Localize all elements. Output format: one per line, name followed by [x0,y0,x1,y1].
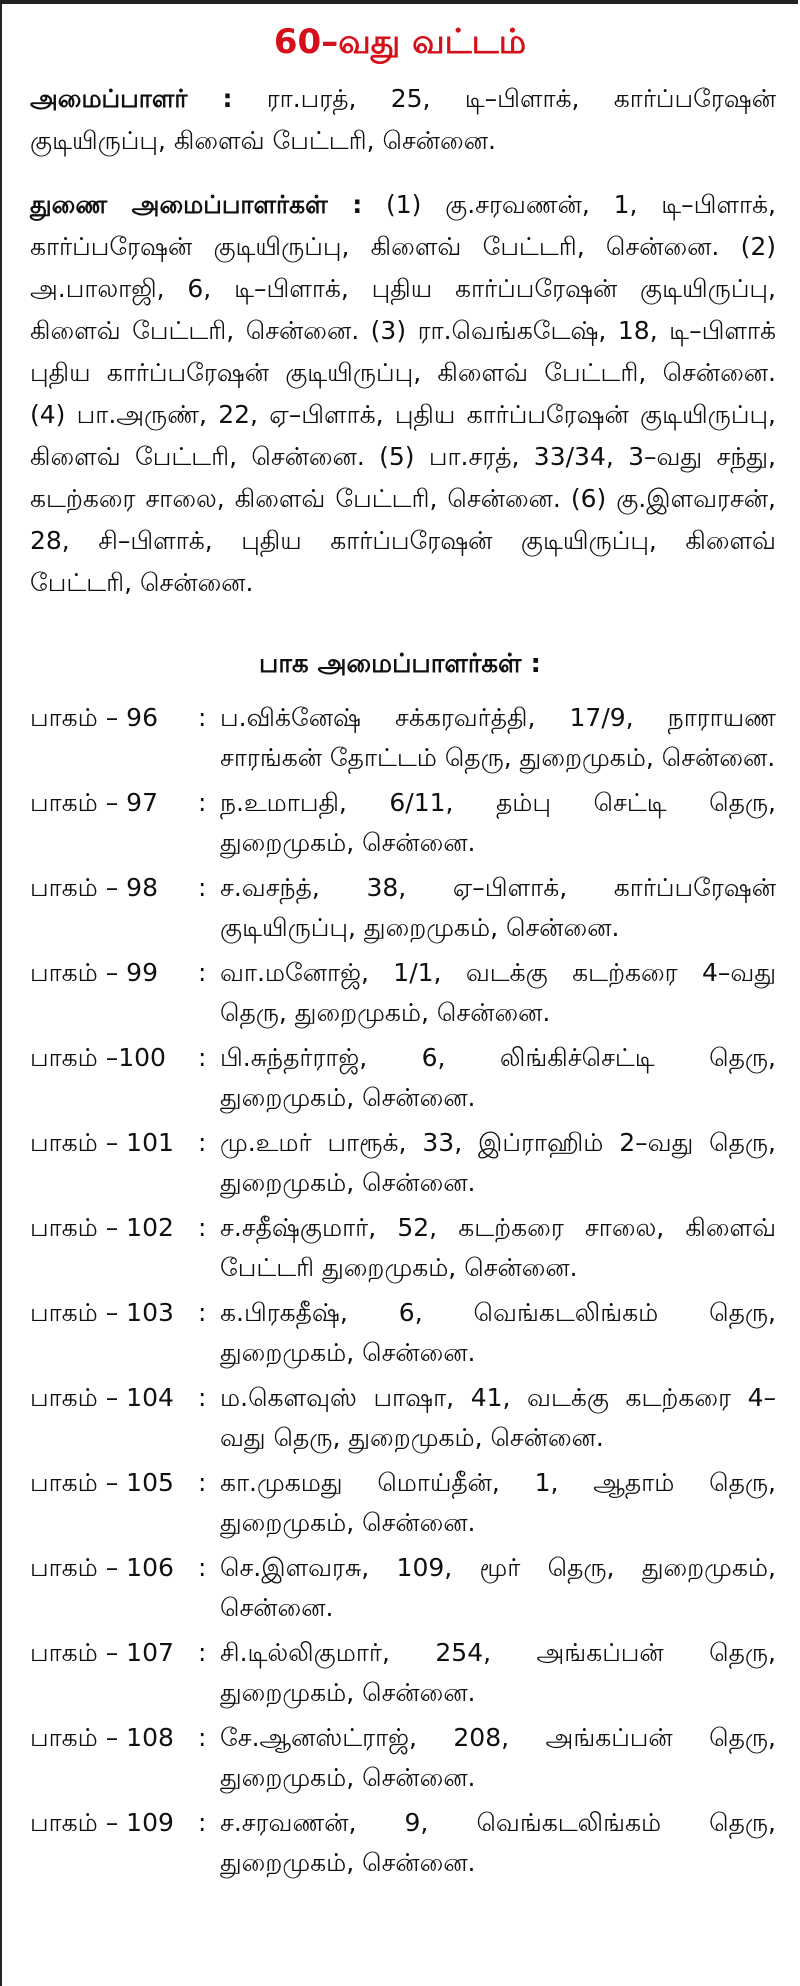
part-number: பாகம் – 104 [30,1383,174,1412]
list-item [30,868,776,948]
part-number: பாகம் – 103 [30,1298,174,1327]
part-organizer-details: வா.மனோஜ், 1/1, வடக்கு கடற்கரை 4–வது தெரு, துறைமுகம், சென்னை. [220,958,776,1027]
part-number: பாகம் – 98 [30,873,158,902]
organizer-label: அமைப்பாளர் : [30,84,233,113]
list-item [30,783,776,863]
colon-separator: : [198,1468,207,1497]
part-organizer-details: சி.டில்லிகுமார், 254, அங்கப்பன் தெரு, துறைமுகம், சென்னை. [220,1638,776,1707]
list-item [30,1548,776,1628]
list-item [30,1633,776,1713]
colon-separator: : [198,1383,207,1412]
deputy-organizers-text: (1) கு.சரவணன், 1, டி–பிளாக், கார்ப்பரேஷன் குடியிருப்பு, கிளைவ் பேட்டரி, சென்னை. (2) அ.பாலாஜி, 6, டி–பிளாக், புதிய கார்ப்பரேஷன் குடியிருப்பு, கிளைவ் பேட்டரி, சென்னை. (3) ரா.வெங்கடேஷ், 18, டி–பிளாக் புதிய கார்ப்பரேஷன் குடியிருப்பு, கிளைவ் பேட்டரி, சென்னை. (4) பா.அருண், 22, ஏ–பிளாக், புதிய கார்ப்பரேஷன் குடியிருப்பு, கிளைவ் பேட்டரி, சென்னை. (5) பா.சரத், 33/34, 3–வது சந்து, கடற்கரை சாலை, கிளைவ் பேட்டரி, சென்னை. (6) கு.இளவரசன், 28, சி–பிளாக், புதிய கார்ப்பரேஷன் குடியிருப்பு, கிளைவ் பேட்டரி, சென்னை. [30,190,776,597]
colon-separator: : [198,1638,207,1667]
colon-separator: : [198,1298,207,1327]
part-organizer-details: ச.வசந்த், 38, ஏ–பிளாக், கார்ப்பரேஷன் குடியிருப்பு, துறைமுகம், சென்னை. [220,873,776,942]
colon-separator: : [198,1213,207,1242]
organizer-text: ரா.பரத், 25, டி–பிளாக், கார்ப்பரேஷன் குடியிருப்பு, கிளைவ் பேட்டரி, சென்னை. [30,84,776,155]
part-number: பாகம் – 102 [30,1213,174,1242]
part-number: பாகம் – 101 [30,1128,174,1157]
list-item [30,698,776,778]
colon-separator: : [198,1553,207,1582]
part-number: பாகம் – 97 [30,788,158,817]
part-number: பாகம் – 96 [30,703,158,732]
part-organizer-details: க.பிரகதீஷ், 6, வெங்கடலிங்கம் தெரு, துறைமுகம், சென்னை. [220,1298,776,1367]
colon-separator: : [198,1128,207,1157]
list-item [30,1038,776,1118]
list-item [30,1378,776,1458]
part-number: பாகம் – 108 [30,1723,174,1752]
colon-separator: : [198,1808,207,1837]
colon-separator: : [198,703,207,732]
part-number: பாகம் – 107 [30,1638,174,1667]
part-number: பாகம் –100 [30,1043,166,1072]
colon-separator: : [198,1723,207,1752]
part-organizer-details: ச.சரவணன், 9, வெங்கடலிங்கம் தெரு, துறைமுகம், சென்னை. [220,1808,776,1877]
list-item [30,1803,776,1883]
list-item [30,1463,776,1543]
part-organizer-details: ம.கௌவுஸ் பாஷா, 41, வடக்கு கடற்கரை 4–வது தெரு, துறைமுகம், சென்னை. [220,1383,776,1452]
part-number: பாகம் – 105 [30,1468,174,1497]
part-organizer-details: மு.உமர் பாரூக், 33, இப்ராஹிம் 2–வது தெரு, துறைமுகம், சென்னை. [220,1128,776,1197]
colon-separator: : [198,873,207,902]
part-organizers-list [30,698,776,1883]
list-item [30,1718,776,1798]
part-organizer-details: ந.உமாபதி, 6/11, தம்பு செட்டி தெரு, துறைமுகம், சென்னை. [220,788,776,857]
deputy-organizers-paragraph [30,184,776,604]
colon-separator: : [198,958,207,987]
part-number: பாகம் – 99 [30,958,158,987]
colon-separator: : [198,1043,207,1072]
organizer-paragraph [30,78,776,162]
part-organizer-details: சே.ஆனஸ்ட்ராஜ், 208, அங்கப்பன் தெரு, துறைமுகம், சென்னை. [220,1723,776,1792]
part-organizer-details: கா.முகமது மொய்தீன், 1, ஆதாம் தெரு, துறைமுகம், சென்னை. [220,1468,776,1537]
ward-title: 60–வது வட்டம் [273,22,527,62]
part-number: பாகம் – 109 [30,1808,174,1837]
part-organizer-details: செ.இளவரசு, 109, மூர் தெரு, துறைமுகம், சென்னை. [220,1553,776,1622]
part-organizer-details: ப.விக்னேஷ் சக்கரவர்த்தி, 17/9, நாராயண சாரங்கன் தோட்டம் தெரு, துறைமுகம், சென்னை. [220,703,776,772]
list-item [30,1208,776,1288]
colon-separator: : [198,788,207,817]
part-organizer-details: பி.சுந்தர்ராஜ், 6, லிங்கிச்செட்டி தெரு, துறைமுகம், சென்னை. [220,1043,776,1112]
list-item [30,953,776,1033]
part-number: பாகம் – 106 [30,1553,174,1582]
list-item [30,1293,776,1373]
top-rule [2,0,798,4]
part-organizer-details: ச.சதீஷ்குமார், 52, கடற்கரை சாலை, கிளைவ் பேட்டரி துறைமுகம், சென்னை. [220,1213,776,1282]
part-organizers-heading: பாக அமைப்பாளர்கள் : [259,649,541,679]
list-item [30,1123,776,1203]
deputy-organizers-label: துணை அமைப்பாளர்கள் : [30,190,363,219]
